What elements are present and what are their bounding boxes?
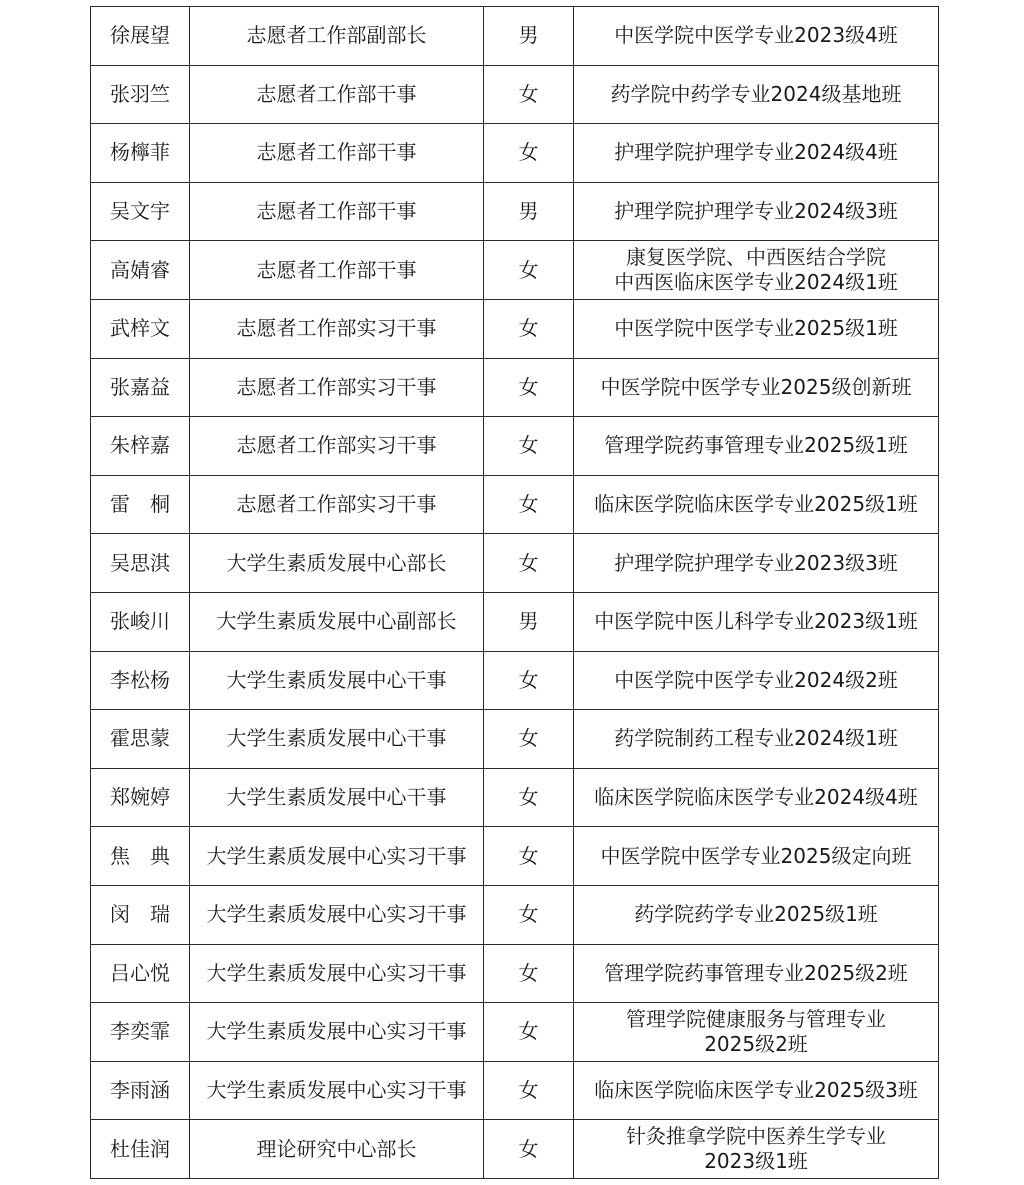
name-cell: 高婧睿 — [91, 241, 190, 300]
gender-cell: 女 — [484, 1120, 574, 1179]
name-cell: 张羽竺 — [91, 65, 190, 124]
gender-cell: 女 — [484, 124, 574, 183]
position-cell: 大学生素质发展中心干事 — [190, 710, 484, 769]
class-cell — [574, 1003, 939, 1062]
class-cell — [574, 417, 939, 476]
table-row — [91, 1003, 939, 1062]
gender-cell: 女 — [484, 299, 574, 358]
member-table — [90, 6, 939, 1179]
position-cell: 大学生素质发展中心副部长 — [190, 592, 484, 651]
class-line: 管理学院药事管理专业2025级1班 — [604, 433, 908, 458]
gender-cell: 女 — [484, 534, 574, 593]
member-table-container — [90, 6, 938, 1179]
table-row — [91, 710, 939, 769]
gender-cell: 女 — [484, 651, 574, 710]
class-line: 针灸推拿学院中医养生学专业 — [626, 1124, 886, 1149]
class-line: 管理学院健康服务与管理专业 — [626, 1006, 886, 1031]
name-cell: 杨檸菲 — [91, 124, 190, 183]
table-row — [91, 7, 939, 66]
class-cell — [574, 768, 939, 827]
class-line: 临床医学院临床医学专业2025级3班 — [594, 1077, 918, 1102]
table-row — [91, 124, 939, 183]
table-row — [91, 651, 939, 710]
name-cell: 吴思淇 — [91, 534, 190, 593]
table-row — [91, 182, 939, 241]
class-cell — [574, 182, 939, 241]
class-line: 2023级1班 — [704, 1149, 808, 1174]
gender-cell: 女 — [484, 358, 574, 417]
position-cell: 理论研究中心部长 — [190, 1120, 484, 1179]
name-cell: 焦 典 — [91, 827, 190, 886]
class-line: 药学院药学专业2025级1班 — [634, 902, 878, 927]
gender-cell: 女 — [484, 241, 574, 300]
gender-cell: 女 — [484, 417, 574, 476]
class-cell — [574, 827, 939, 886]
name-cell: 吴文宇 — [91, 182, 190, 241]
position-cell: 志愿者工作部干事 — [190, 182, 484, 241]
position-cell: 大学生素质发展中心干事 — [190, 651, 484, 710]
name-cell: 李奕霏 — [91, 1003, 190, 1062]
table-row — [91, 1061, 939, 1120]
gender-cell: 男 — [484, 182, 574, 241]
name-cell: 李松杨 — [91, 651, 190, 710]
position-cell: 大学生素质发展中心干事 — [190, 768, 484, 827]
gender-cell: 女 — [484, 1061, 574, 1120]
gender-cell: 男 — [484, 592, 574, 651]
name-cell: 闵 瑞 — [91, 885, 190, 944]
name-cell: 武梓文 — [91, 299, 190, 358]
name-cell: 霍思蒙 — [91, 710, 190, 769]
class-cell — [574, 241, 939, 300]
name-cell: 李雨涵 — [91, 1061, 190, 1120]
position-cell: 大学生素质发展中心部长 — [190, 534, 484, 593]
class-line: 中医学院中医学专业2025级创新班 — [600, 374, 912, 399]
position-cell: 志愿者工作部干事 — [190, 241, 484, 300]
gender-cell: 女 — [484, 710, 574, 769]
position-cell: 大学生素质发展中心实习干事 — [190, 827, 484, 886]
class-cell — [574, 1061, 939, 1120]
class-line: 临床医学院临床医学专业2024级4班 — [594, 785, 918, 810]
gender-cell: 男 — [484, 7, 574, 66]
position-cell: 大学生素质发展中心实习干事 — [190, 1003, 484, 1062]
class-line: 护理学院护理学专业2024级3班 — [614, 199, 898, 224]
position-cell: 志愿者工作部干事 — [190, 65, 484, 124]
table-row — [91, 241, 939, 300]
class-line: 中医学院中医学专业2024级2班 — [614, 667, 898, 692]
class-cell — [574, 65, 939, 124]
name-cell: 吕心悦 — [91, 944, 190, 1003]
class-cell — [574, 651, 939, 710]
class-cell — [574, 358, 939, 417]
table-row — [91, 1120, 939, 1179]
class-line: 中医学院中医学专业2023级4班 — [614, 23, 898, 48]
table-row — [91, 65, 939, 124]
class-line: 药学院制药工程专业2024级1班 — [614, 726, 898, 751]
position-cell: 志愿者工作部实习干事 — [190, 475, 484, 534]
position-cell: 志愿者工作部实习干事 — [190, 358, 484, 417]
position-cell: 志愿者工作部副部长 — [190, 7, 484, 66]
class-line: 护理学院护理学专业2023级3班 — [614, 550, 898, 575]
table-row — [91, 358, 939, 417]
class-cell — [574, 944, 939, 1003]
table-row — [91, 475, 939, 534]
name-cell: 杜佳润 — [91, 1120, 190, 1179]
class-cell — [574, 475, 939, 534]
class-line: 管理学院药事管理专业2025级2班 — [604, 960, 908, 985]
class-line: 2025级2班 — [704, 1031, 808, 1056]
class-cell — [574, 299, 939, 358]
class-line: 中西医临床医学专业2024级1班 — [614, 270, 898, 295]
class-cell — [574, 710, 939, 769]
name-cell: 郑婉婷 — [91, 768, 190, 827]
name-cell: 雷 桐 — [91, 475, 190, 534]
name-cell: 张嘉益 — [91, 358, 190, 417]
table-row — [91, 827, 939, 886]
class-line: 中医学院中医儿科学专业2023级1班 — [594, 609, 918, 634]
name-cell: 张峻川 — [91, 592, 190, 651]
position-cell: 大学生素质发展中心实习干事 — [190, 1061, 484, 1120]
gender-cell: 女 — [484, 768, 574, 827]
class-cell — [574, 124, 939, 183]
table-row — [91, 768, 939, 827]
class-cell — [574, 534, 939, 593]
gender-cell: 女 — [484, 475, 574, 534]
name-cell: 徐展望 — [91, 7, 190, 66]
class-line: 护理学院护理学专业2024级4班 — [614, 140, 898, 165]
gender-cell: 女 — [484, 885, 574, 944]
class-cell — [574, 1120, 939, 1179]
gender-cell: 女 — [484, 827, 574, 886]
class-line: 中医学院中医学专业2025级1班 — [614, 316, 898, 341]
gender-cell: 女 — [484, 1003, 574, 1062]
position-cell: 志愿者工作部实习干事 — [190, 299, 484, 358]
class-line: 康复医学院、中西医结合学院 — [626, 245, 886, 270]
name-cell: 朱梓嘉 — [91, 417, 190, 476]
member-table-body — [91, 7, 939, 1179]
position-cell: 大学生素质发展中心实习干事 — [190, 944, 484, 1003]
gender-cell: 女 — [484, 944, 574, 1003]
table-row — [91, 534, 939, 593]
class-line: 临床医学院临床医学专业2025级1班 — [594, 492, 918, 517]
table-row — [91, 944, 939, 1003]
table-row — [91, 417, 939, 476]
gender-cell: 女 — [484, 65, 574, 124]
position-cell: 大学生素质发展中心实习干事 — [190, 885, 484, 944]
position-cell: 志愿者工作部干事 — [190, 124, 484, 183]
table-row — [91, 885, 939, 944]
table-row — [91, 592, 939, 651]
position-cell: 志愿者工作部实习干事 — [190, 417, 484, 476]
table-row — [91, 299, 939, 358]
class-cell — [574, 885, 939, 944]
class-line: 中医学院中医学专业2025级定向班 — [600, 843, 912, 868]
class-line: 药学院中药学专业2024级基地班 — [610, 81, 902, 106]
class-cell — [574, 7, 939, 66]
class-cell — [574, 592, 939, 651]
